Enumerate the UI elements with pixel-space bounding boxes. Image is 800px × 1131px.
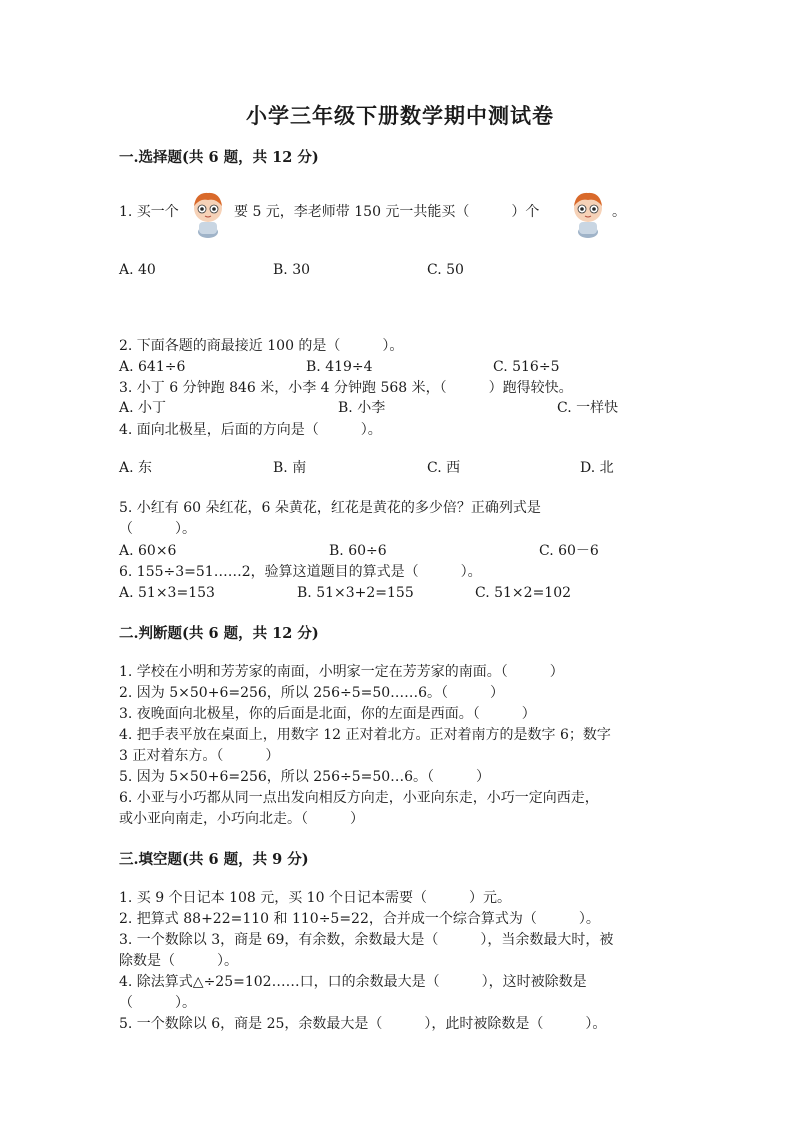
option-b: B. 南 <box>273 460 307 476</box>
option-a: A. 东 <box>119 460 153 476</box>
option-a: A. 641÷6 <box>119 359 186 375</box>
option-a: A. 51×3=153 <box>119 585 215 601</box>
judge-item: 3. 夜晚面向北极星，你的后面是北面，你的左面是西面。（ ） <box>119 706 536 722</box>
question-5: 5. 小红有 60 朵红花，6 朵黄花，红花是黄花的多少倍？正确列式是 <box>119 500 541 516</box>
option-b: B. 419÷4 <box>306 359 373 375</box>
question-1-end: 。 <box>612 204 626 220</box>
fill-item: 1. 买 9 个日记本 108 元，买 10 个日记本需要（ ）元。 <box>119 890 511 906</box>
option-b: B. 30 <box>273 262 311 278</box>
option-a: A. 小丁 <box>119 400 167 416</box>
section-heading-judge: 二.判断题(共 6 题，共 12 分) <box>119 625 319 642</box>
option-c: C. 60－6 <box>539 543 599 559</box>
option-c: C. 50 <box>427 262 464 278</box>
question-3: 3. 小丁 6 分钟跑 846 米，小李 4 分钟跑 568 米，（ ）跑得较快。 <box>119 380 573 396</box>
fill-item: 5. 一个数除以 6，商是 25，余数最大是（ ），此时被除数是（ ）。 <box>119 1016 607 1032</box>
page-title: 小学三年级下册数学期中测试卷 <box>246 103 554 128</box>
option-c: C. 一样快 <box>557 400 619 416</box>
section-heading-fill: 三.填空题(共 6 题，共 9 分) <box>119 851 309 868</box>
question-1-start: 1. 买一个 <box>119 204 179 220</box>
option-d: D. 北 <box>580 460 614 476</box>
option-b: B. 51×3+2=155 <box>297 585 414 601</box>
option-c: C. 516÷5 <box>493 359 560 375</box>
judge-item: 5. 因为 5×50+6=256，所以 256÷5=50…6。（ ） <box>119 769 491 785</box>
fill-item: 2. 把算式 88+22=110 和 110÷5=22，合并成一个综合算式为（ ）。 <box>119 911 600 927</box>
question-5-continued: （ ）。 <box>119 521 196 537</box>
fill-item: 4. 除法算式△÷25=102……口，口的余数最大是（ ），这时被除数是 <box>119 974 587 990</box>
judge-item-continued: 3 正对着东方。（ ） <box>119 748 280 764</box>
boy-cartoon-icon <box>186 188 230 238</box>
fill-item-continued: （ ）。 <box>119 995 196 1011</box>
question-6: 6. 155÷3=51……2，验算这道题目的算式是（ ）。 <box>119 564 482 580</box>
judge-item: 4. 把手表平放在桌面上，用数字 12 正对着北方。正对着南方的是数字 6；数字 <box>119 727 611 743</box>
judge-item: 2. 因为 5×50+6=256，所以 256÷5=50……6。（ ） <box>119 685 505 701</box>
option-b: B. 小李 <box>338 400 386 416</box>
section-heading-choice: 一.选择题(共 6 题，共 12 分) <box>119 149 319 166</box>
option-c: C. 西 <box>427 460 461 476</box>
question-4: 4. 面向北极星，后面的方向是（ ）。 <box>119 422 382 438</box>
option-b: B. 60÷6 <box>329 543 387 559</box>
judge-item: 6. 小亚与小巧都从同一点出发向相反方向走，小亚向东走，小巧一定向西走， <box>119 790 599 806</box>
question-1-middle: 要 5 元，李老师带 150 元一共能买（ ）个 <box>234 204 540 220</box>
option-c: C. 51×2=102 <box>475 585 572 601</box>
judge-item-continued: 或小亚向南走，小巧向北走。（ ） <box>119 811 364 827</box>
fill-item-continued: 除数是（ ）。 <box>119 953 238 969</box>
option-a: A. 60×6 <box>119 543 177 559</box>
option-a: A. 40 <box>119 262 156 278</box>
fill-item: 3. 一个数除以 3，商是 69，有余数，余数最大是（ ），当余数最大时，被 <box>119 932 614 948</box>
boy-cartoon-icon <box>566 188 610 238</box>
judge-item: 1. 学校在小明和芳芳家的南面，小明家一定在芳芳家的南面。（ ） <box>119 664 564 680</box>
question-2: 2. 下面各题的商最接近 100 的是（ ）。 <box>119 338 404 354</box>
